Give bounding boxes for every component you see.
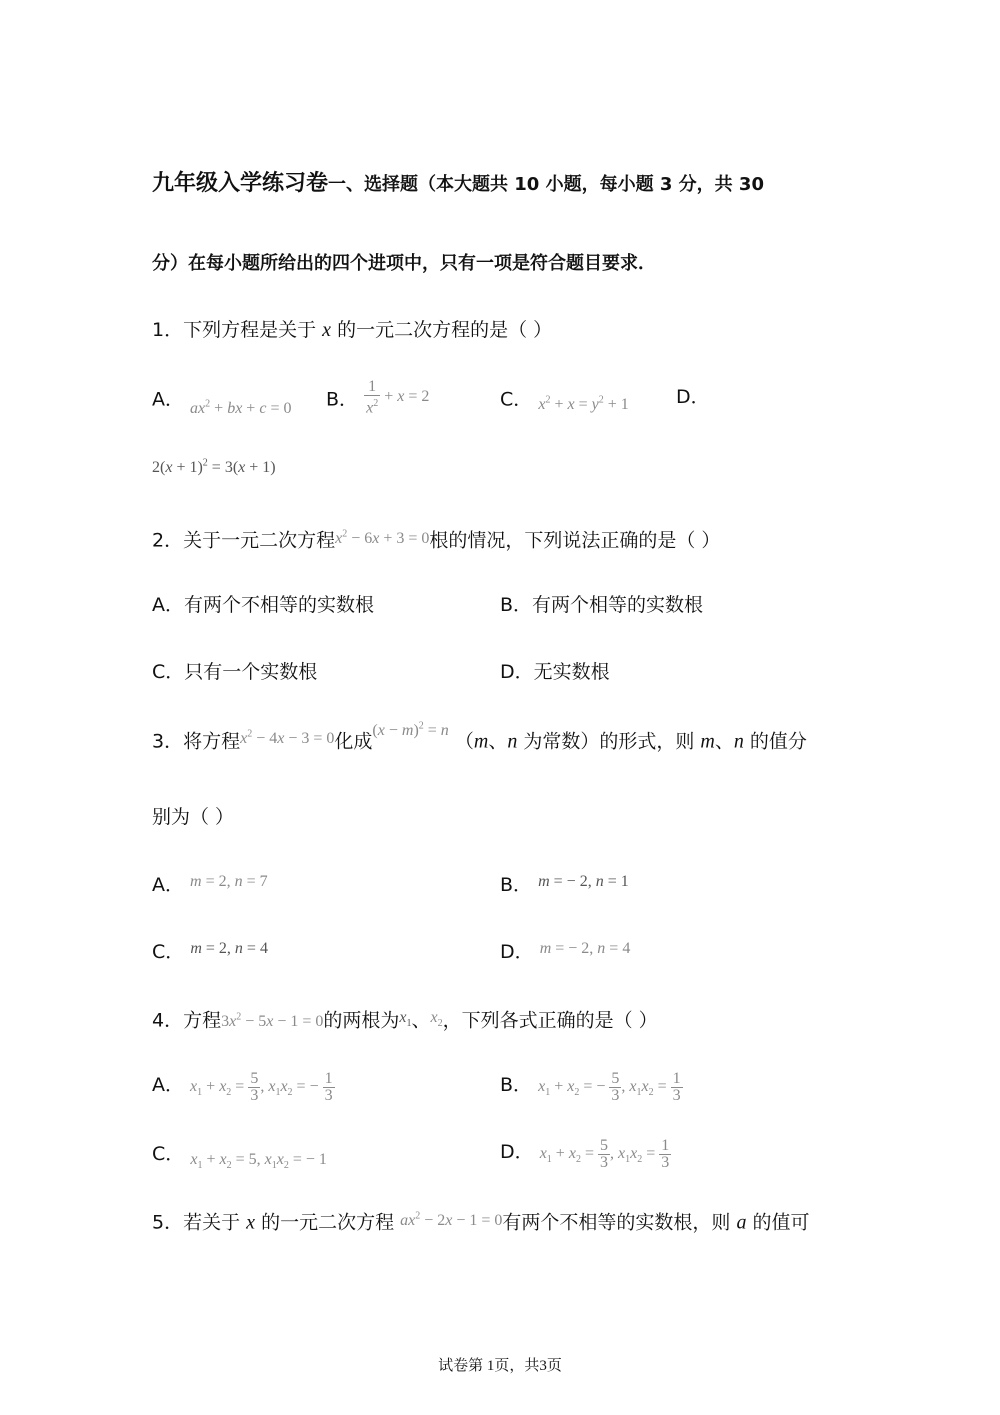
question-1-option-b[interactable]: B． $^{\frac{1}{x^2} + x = 2}$ bbox=[326, 378, 430, 417]
section-heading: 一、选择题（本大题共 10 小题，每小题 3 分，共 30 bbox=[328, 174, 764, 195]
header-line1 bbox=[152, 170, 764, 199]
question-2-option-d[interactable]: D．无实数根 bbox=[500, 661, 610, 683]
page-title: 九年级入学练习卷 bbox=[152, 171, 329, 196]
formula-image: 1 x2 + x = 2 bbox=[366, 378, 430, 417]
formula-image: $ax^2 - 2x - 1 = 0$ bbox=[400, 1211, 503, 1230]
formula-image: $2(x + 1)^2 = 3(x + 1)$ bbox=[152, 458, 276, 477]
formula-image: (x − m)2 = n bbox=[372, 721, 449, 740]
question-1-option-d[interactable]: D． bbox=[676, 386, 710, 408]
formula-image: x2 − 4x − 3 = 0 bbox=[240, 729, 335, 748]
question-3-stem-line2: 别为（ ） bbox=[152, 806, 235, 828]
question-4-option-b[interactable]: B． $x_1 + x_2$ = − $\frac{5}{3}$ , $x_1x_2$ = $\frac{1}{3}$ bbox=[500, 1070, 681, 1104]
formula-image: m = 2, n = 7 bbox=[190, 873, 268, 890]
section-instructions: 分）在每小题所给出的四个进项中，只有一项是符合题目要求． bbox=[152, 253, 656, 274]
question-4-option-d[interactable]: D． $x_1 + x_2$ = $\frac{5}{3}$ , $x_1x_2$ = $\frac{1}{3}$ bbox=[500, 1137, 670, 1171]
formula-image: ax2 + bx + c = 0 bbox=[190, 399, 292, 418]
question-1-option-a[interactable]: A． $_{ax^2 + bx + c = 0}$ bbox=[152, 388, 292, 418]
formula-image: $3x^2 - 5x - 1 = 0$ bbox=[221, 1012, 324, 1031]
formula-image: x1 bbox=[399, 1009, 412, 1030]
question-4-option-a[interactable]: A． $x_1 + x_2$ = $\frac{5}{3}$ , $x_1x_2$ = − $\frac{1}{3}$ bbox=[152, 1070, 333, 1104]
page-footer: 试卷第 1页，共3页 bbox=[438, 1358, 562, 1374]
question-2-option-b[interactable]: B．有两个相等的实数根 bbox=[500, 594, 704, 616]
formula-image: $x_1 + x_2$ = $\frac{5}{3}$ , $x_1x_2$ = − $\frac{1}{3}$ bbox=[190, 1070, 333, 1104]
question-2-stem: 2．关于一元二次方程$x^2 - 6x + 3 = 0$根的情况，下列说法正确的是（ ） bbox=[152, 529, 721, 552]
question-3-option-c[interactable]: C． $^{m = 2, n = 4}$ bbox=[152, 940, 268, 963]
question-4-stem: 4．方程$3x^2 - 5x - 1 = 0$的两根为$^{x_1}$、$^{x_2}$，下列各式正确的是（ ） bbox=[152, 1009, 658, 1032]
formula-image: $x_1 + x_2$ = $\frac{5}{3}$ , $x_1x_2$ = $\frac{1}{3}$ bbox=[539, 1137, 670, 1171]
question-5-stem: 5．若关于 x 的一元二次方程 $ax^2 - 2x - 1 = 0$有两个不相等的实数根，则 a 的值可 bbox=[152, 1211, 810, 1234]
formula-image: x2 bbox=[430, 1009, 443, 1030]
formula-image: x2 + x = y2 + 1 bbox=[538, 395, 629, 414]
question-1-option-c[interactable]: C． $_{x^2 + x = y^2 + 1}$ bbox=[500, 388, 629, 414]
question-3-option-a[interactable]: A． $^{m = 2, n = 7}$ bbox=[152, 873, 268, 896]
formula-image: m = 2, n = 4 bbox=[190, 940, 268, 957]
formula-image: $x^2 - 6x + 3 = 0$ bbox=[335, 529, 430, 548]
formula-image: x1 + x2 = 5, x1x2 = − 1 bbox=[190, 1151, 327, 1172]
formula-image: $x_1 + x_2$ = − $\frac{5}{3}$ , $x_1x_2$ = $\frac{1}{3}$ bbox=[538, 1070, 681, 1104]
formula-image: m = − 2, n = 4 bbox=[539, 940, 631, 957]
question-1-option-d-formula bbox=[152, 450, 276, 482]
question-2-option-a[interactable]: A．有两个不相等的实数根 bbox=[152, 594, 374, 616]
header-line2 bbox=[152, 249, 656, 278]
question-2-option-c[interactable]: C．只有一个实数根 bbox=[152, 661, 318, 683]
question-4-option-c[interactable]: C． $_{x_1 + x_2 = 5, x_1x_2 = - 1}$ bbox=[152, 1143, 327, 1172]
question-3-option-d[interactable]: D． $^{m = - 2, n = 4}$ bbox=[500, 940, 631, 963]
question-3-option-b[interactable]: B． $^{m = - 2, n = 1}$ bbox=[500, 873, 629, 896]
question-3-stem: 3．将方程$^{x^2 - 4x - 3 = 0}$化成$^{(x - m)^2 = n}$ （m、n 为常数）的形式，则 m、n 的值分 bbox=[152, 721, 807, 753]
question-1-stem: 1．下列方程是关于 x 的一元二次方程的是（ ） bbox=[152, 319, 553, 341]
formula-image: m = − 2, n = 1 bbox=[538, 873, 629, 890]
